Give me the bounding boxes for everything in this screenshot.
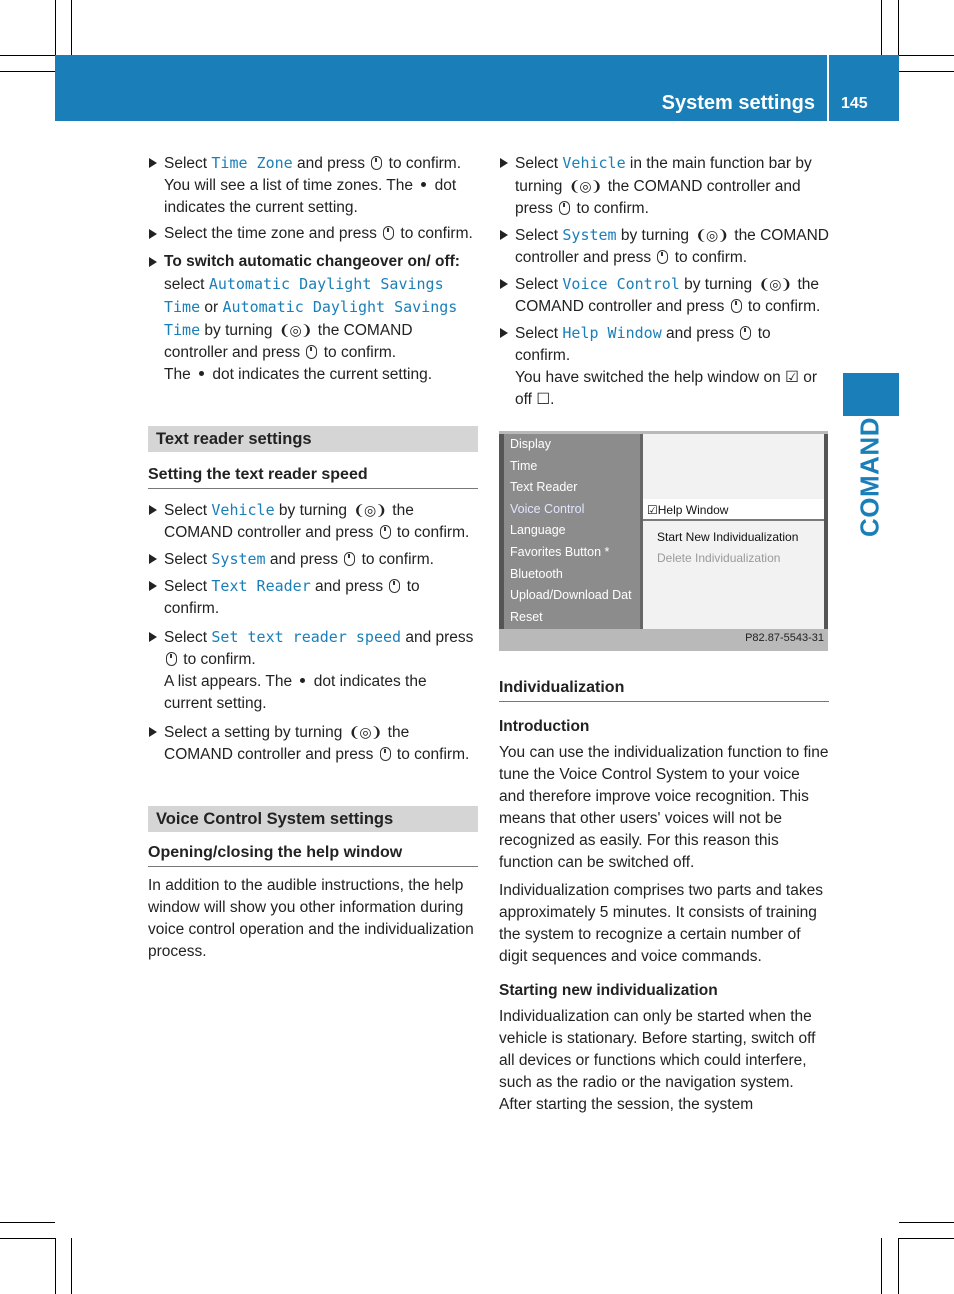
menu-code: Time Zone [211, 154, 293, 172]
bullet-dot-icon [199, 371, 204, 376]
paragraph: You can use the individualization function to fine tune the Voice Control System to your voice and therefore improve voice recognition. This means that other users' voices will not be recognized as easily. For this reason this function can be switched off. [499, 744, 829, 871]
rotate-controller-icon: ❨◎❩ [353, 502, 386, 518]
paragraph: In addition to the audible instructions, the help window will show you other information during voice control operation and the individualization process. [148, 877, 474, 960]
bullet-dot-icon [421, 182, 426, 187]
checkbox-on-icon: ☑ [785, 369, 799, 386]
screen-menu-item-selected: Voice Control [510, 501, 585, 516]
page-header [55, 55, 899, 121]
header-divider [827, 55, 829, 121]
crop-mark [898, 0, 899, 55]
crop-mark [0, 1222, 55, 1223]
crop-mark [899, 55, 954, 56]
step: Select System and press to confirm. [148, 548, 478, 571]
section-heading: Text reader settings [148, 426, 478, 452]
screen-delete-option: Delete Individualization [657, 551, 781, 565]
press-button-icon [731, 299, 742, 313]
press-button-icon [166, 652, 177, 666]
crop-mark [898, 1238, 899, 1294]
press-button-icon [389, 579, 400, 593]
screen-menu-item: Language [510, 523, 566, 538]
screen-menu-item: Favorites Button * [510, 544, 610, 559]
screen-submenu [643, 434, 824, 629]
screen-menu-item: Upload/Download Dat [510, 588, 632, 603]
rotate-controller-icon: ❨◎❩ [568, 178, 602, 194]
paragraph: Individualization comprises two parts and takes approximately 5 minutes. It consists of training the system to recognize a certain number of digit sequences and voice commands. [499, 882, 823, 965]
right-column [499, 152, 829, 1122]
screen-menu-item: Bluetooth [510, 566, 563, 581]
crop-mark [71, 1238, 72, 1294]
crop-mark [881, 1238, 882, 1294]
crop-mark [899, 71, 954, 72]
step: To switch automatic changeover on/ off: select Automatic Daylight Savings Time or Automatic Daylight Savings Time by turning ❨◎❩ the COMAND controller and press to confirm. The dot indicates the current setting. [148, 251, 478, 386]
press-button-icon [306, 345, 317, 359]
screen-menu-item: Time [510, 458, 538, 473]
rotate-controller-icon: ❨◎❩ [278, 322, 312, 338]
step: Select Time Zone and press to confirm. You will see a list of time zones. The dot indicates the current setting. [148, 152, 478, 219]
screen-edge [824, 434, 828, 629]
figure-code: P82.87-5543-31 [745, 632, 824, 644]
crop-mark [899, 1238, 954, 1239]
step: Select System by turning ❨◎❩ the COMAND controller and press to confirm. [499, 224, 829, 269]
press-button-icon [380, 747, 391, 761]
screen-help-window-option: ☑Help Window [643, 499, 824, 521]
step: Select Help Window and press to confirm. You have switched the help window on ☑ or off ☐. [499, 322, 829, 411]
screen-menu-item: Display [510, 437, 551, 451]
rotate-controller-icon: ❨◎❩ [758, 276, 792, 292]
step: Select Voice Control by turning ❨◎❩ the COMAND controller and press to confirm. [499, 273, 829, 318]
screen-start-option: Start New Individualization [657, 530, 799, 544]
paragraph: Individualization can only be started when the vehicle is stationary. Before starting, switch off all devices or functions which could interfere, such as the radio or the navigation system. After starting the session, the system [499, 1008, 816, 1113]
step: Select the time zone and press to confirm. [148, 223, 478, 245]
press-button-icon [344, 552, 355, 566]
press-button-icon [371, 156, 382, 170]
checkbox-off-icon: ☐ [536, 391, 551, 408]
crop-mark [899, 1222, 954, 1223]
side-tab [843, 373, 899, 416]
crop-mark [881, 0, 882, 55]
press-button-icon [740, 326, 751, 340]
press-button-icon [383, 226, 394, 240]
minor-heading: Introduction [499, 718, 590, 735]
step: Select Text Reader and press to confirm. [148, 575, 478, 620]
minor-heading: Starting new individualization [499, 982, 718, 999]
press-button-icon [380, 525, 391, 539]
subheading: Setting the text reader speed [148, 464, 478, 489]
crop-mark [0, 71, 55, 72]
subheading: Individualization [499, 677, 829, 702]
press-button-icon [657, 250, 668, 264]
crop-mark [71, 0, 72, 55]
left-column [148, 152, 478, 969]
crop-mark [55, 1238, 56, 1294]
screen-menu-item: Text Reader [510, 480, 578, 495]
section-heading: Voice Control System settings [148, 806, 478, 832]
side-label [842, 417, 898, 537]
side-label-text: COMAND [854, 417, 885, 537]
press-button-icon [559, 201, 570, 215]
step: Select Vehicle in the main function bar by turning ❨◎❩ the COMAND controller and press to confirm. [499, 152, 829, 220]
comand-screenshot [499, 431, 828, 651]
subheading: Opening/closing the help window [148, 842, 478, 867]
step: Select Vehicle by turning ❨◎❩ the COMAND controller and press to confirm. [148, 499, 478, 544]
rotate-controller-icon: ❨◎❩ [348, 724, 382, 740]
step: Select a setting by turning ❨◎❩ the COMAND controller and press to confirm. [148, 721, 478, 766]
step: Select Set text reader speed and press to confirm. A list appears. The dot indicates the current setting. [148, 626, 478, 715]
page-number: 145 [841, 95, 868, 112]
page-title: System settings [661, 92, 815, 114]
screen-menu [504, 434, 640, 629]
bullet-dot-icon [300, 678, 305, 683]
crop-mark [0, 55, 55, 56]
rotate-controller-icon: ❨◎❩ [695, 227, 728, 243]
crop-mark [0, 1238, 55, 1239]
crop-mark [55, 0, 56, 55]
screen-menu-item: Reset [510, 609, 543, 624]
screen-empty-area [643, 434, 824, 497]
